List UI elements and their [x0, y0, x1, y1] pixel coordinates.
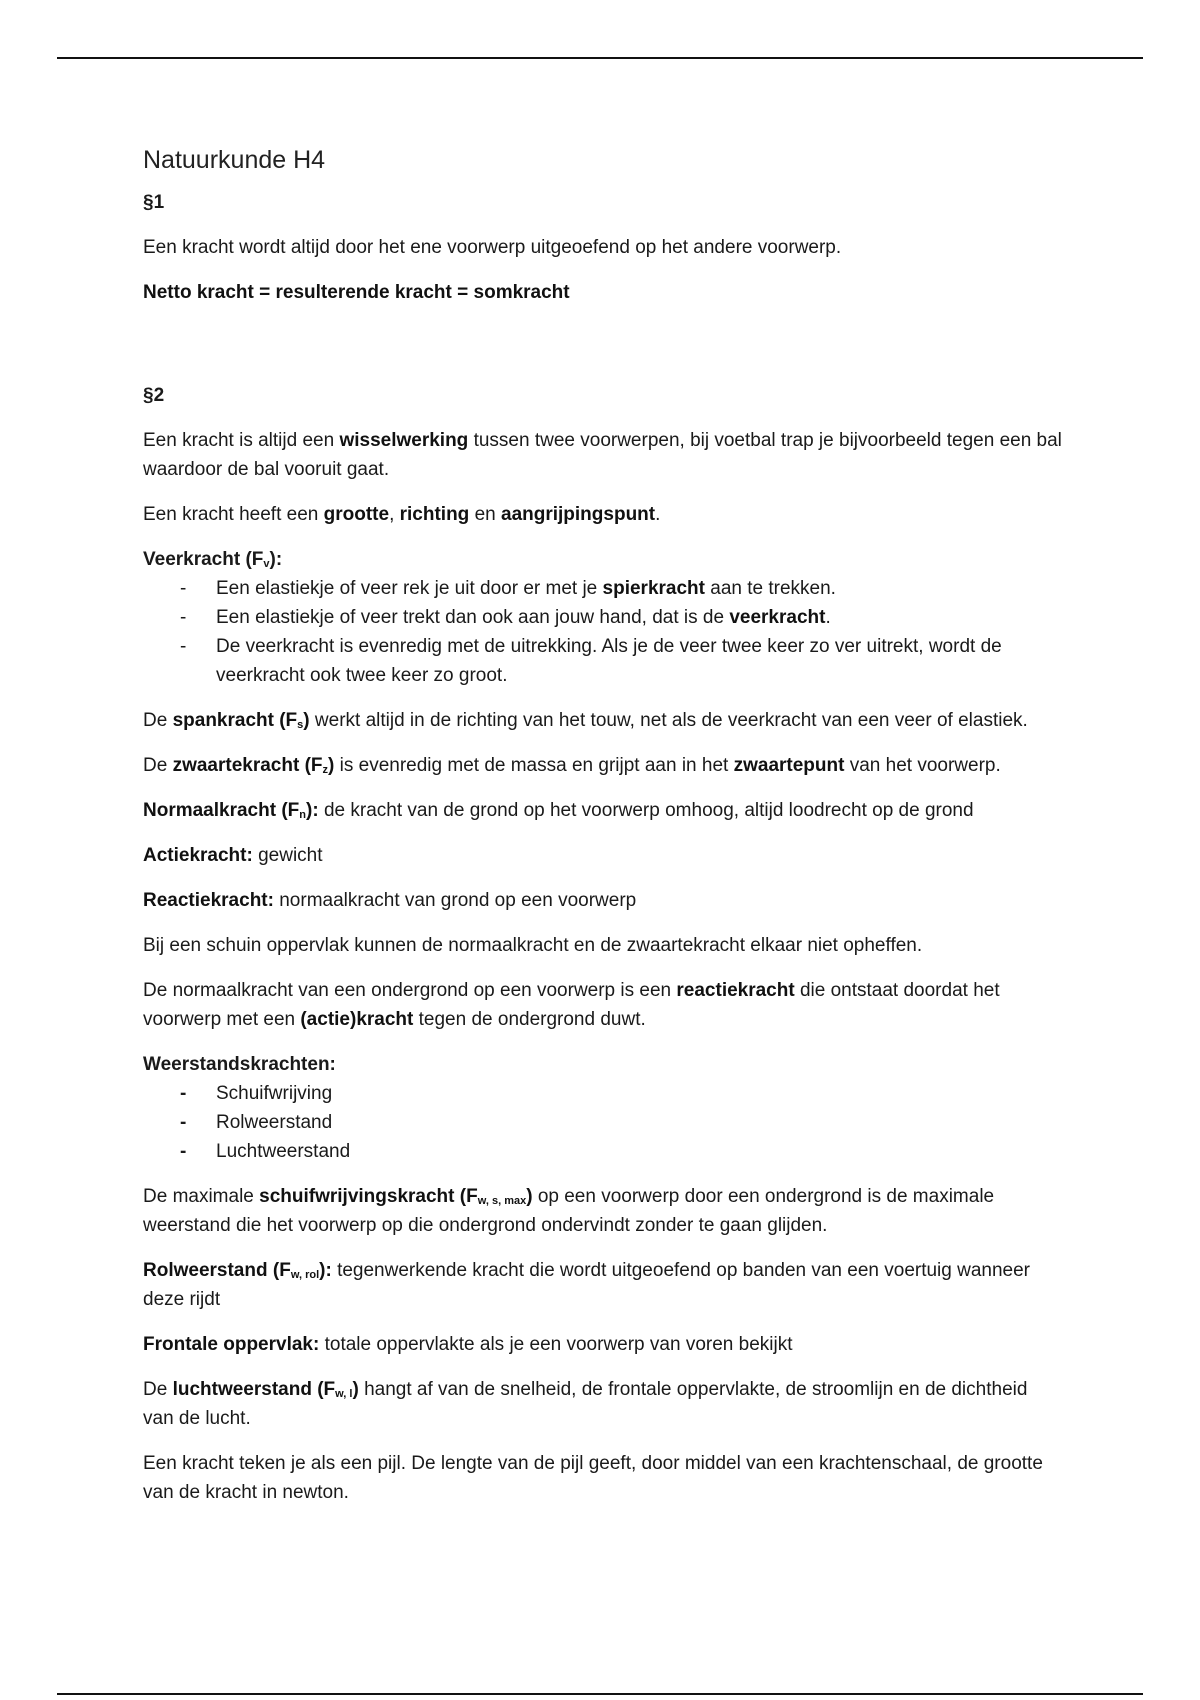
footer-rule: [57, 1693, 1143, 1695]
paragraph-frontale-oppervlak: Frontale oppervlak: totale oppervlakte als je een voorwerp van voren bekijkt: [143, 1334, 793, 1355]
paragraph-schuifwrijving: De maximale schuifwrijvingskracht $(F_{w, s, max})$ op een voorwerp door een ondergrond is de maximale weerstand die het voorwerp op die ondergrond ondervindt zonder te gaan glijden.: [143, 1186, 995, 1236]
weerstandskrachten-label: Weerstandskrachten:: [143, 1054, 336, 1075]
list-item: - Schuifwrijving: [143, 1079, 1063, 1108]
header-rule: [57, 57, 1143, 59]
paragraph-pijl: Een kracht teken je als een pijl. De lengte van de pijl geeft, door middel van een krachtenschaal, de grootte van de kracht in newton.: [143, 1453, 1043, 1503]
list-item: - Rolweerstand: [143, 1108, 1063, 1137]
list-item: - Luchtweerstand: [143, 1137, 1063, 1166]
veerkracht-label: Veerkracht $(F_v)$:: [143, 549, 283, 570]
paragraph-netto: Netto kracht = resulterende kracht = somkracht: [143, 282, 570, 303]
paragraph-spankracht: De spankracht $(F_s)$ werkt altijd in de richting van het touw, net als de veerkracht van een veer of elastiek.: [143, 710, 1028, 731]
paragraph-reactiekracht: Reactiekracht: normaalkracht van grond op een voorwerp: [143, 890, 637, 911]
list-item: - Een elastiekje of veer rek je uit door er met je spierkracht aan te trekken.: [143, 574, 1063, 603]
paragraph-rolweerstand: Rolweerstand $(F_{w, rol})$: tegenwerkende kracht die wordt uitgeoefend op banden van een voertuig wanneer deze rijdt: [143, 1260, 1031, 1310]
paragraph-kenmerken: Een kracht heeft een grootte, richting en aangrijpingspunt.: [143, 504, 661, 525]
veerkracht-list: [143, 574, 1063, 690]
paragraph-normaalkracht: Normaalkracht $(F_n)$: de kracht van de grond op het voorwerp omhoog, altijd loodrecht op de grond: [143, 800, 974, 821]
document-body: [143, 142, 1063, 1523]
paragraph-ondergrond: De normaalkracht van een ondergrond op een voorwerp is een reactiekracht die ontstaat doordat het voorwerp met een (actie)kracht tegen de ondergrond duwt.: [143, 980, 1000, 1030]
document-title: Natuurkunde H4: [143, 146, 326, 174]
section-1-heading: §1: [143, 192, 165, 213]
weerstandskrachten-list: [143, 1079, 1063, 1166]
list-item: - De veerkracht is evenredig met de uitrekking. Als je de veer twee keer zo ver uitrekt, wordt de veerkracht ook twee keer zo groot.: [143, 632, 1063, 690]
paragraph-actiekracht: Actiekracht: gewicht: [143, 845, 323, 866]
paragraph-schuin-oppervlak: Bij een schuin oppervlak kunnen de normaalkracht en de zwaartekracht elkaar niet opheffen.: [143, 935, 923, 956]
paragraph-luchtweerstand: De luchtweerstand $(F_{w, l})$ hangt af van de snelheid, de frontale oppervlakte, de stroomlijn en de dichtheid van de lucht.: [143, 1379, 1028, 1429]
paragraph-wisselwerking: Een kracht is altijd een wisselwerking tussen twee voorwerpen, bij voetbal trap je bijvoorbeeld tegen een bal waardoor de bal vooruit gaat.: [143, 430, 1062, 480]
paragraph-zwaartekracht: De zwaartekracht $(F_z)$ is evenredig met de massa en grijpt aan in het zwaartepunt van het voorwerp.: [143, 755, 1001, 776]
spacer: [143, 323, 1063, 381]
list-item: - Een elastiekje of veer trekt dan ook aan jouw hand, dat is de veerkracht.: [143, 603, 1063, 632]
paragraph: Een kracht wordt altijd door het ene voorwerp uitgeoefend op het andere voorwerp.: [143, 237, 842, 258]
section-2-heading: §2: [143, 385, 165, 406]
